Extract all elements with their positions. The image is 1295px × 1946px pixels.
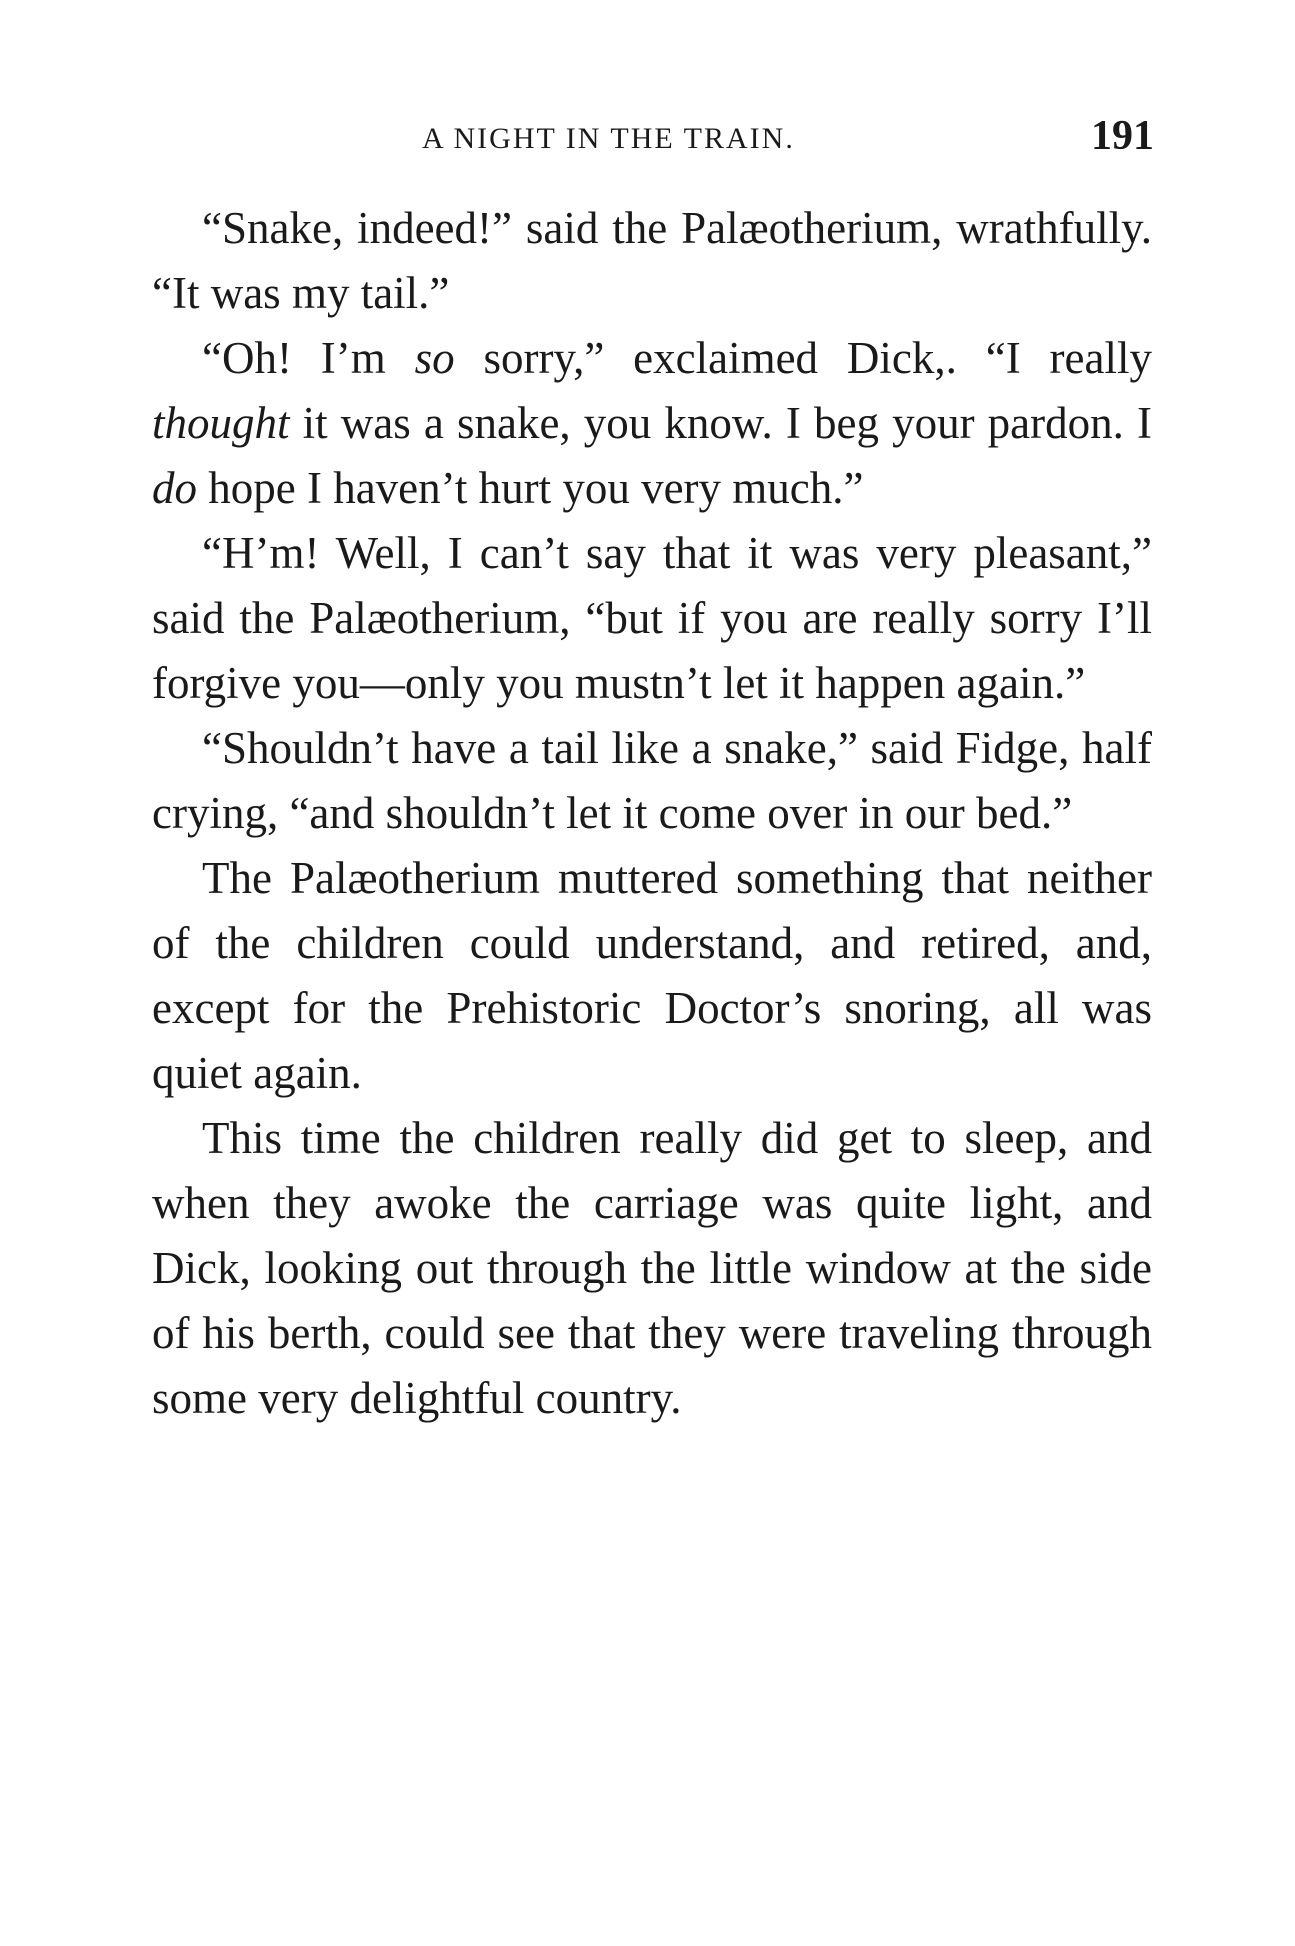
- paragraph-text: sorry,” exclaimed Dick,. “I really: [454, 333, 1152, 383]
- page-header: [152, 108, 1152, 168]
- page-number: 191: [1091, 113, 1154, 159]
- paragraph-1: [152, 196, 1152, 326]
- paragraph-2: [152, 326, 1152, 521]
- paragraph-text: “H’m! Well, I can’t say that it was very pleasant,” said the Palæotherium, “but if you are really sorry I’ll forgive you—only you mustn’t let it happen again.”: [152, 528, 1152, 708]
- paragraph-text: “Oh! I’m: [202, 333, 415, 383]
- italic-emphasis: thought: [152, 398, 290, 448]
- italic-emphasis: do: [152, 463, 197, 513]
- paragraph-4: [152, 716, 1152, 846]
- paragraph-text: it was a snake, you know. I beg your pardon. I: [289, 398, 1152, 448]
- running-head: A NIGHT IN THE TRAIN.: [422, 122, 795, 155]
- paragraph-text: “Snake, indeed!” said the Palæotherium, wrathfully. “It was my tail.”: [152, 203, 1152, 318]
- paragraph-6: [152, 1106, 1152, 1431]
- paragraph-5: [152, 846, 1152, 1106]
- paragraph-text: hope I haven’t hurt you very much.”: [197, 463, 864, 513]
- paragraph-text: “Shouldn’t have a tail like a snake,” said Fidge, half crying, “and shouldn’t let it come over in our bed.”: [152, 723, 1152, 838]
- italic-emphasis: so: [414, 333, 455, 383]
- paragraph-text: This time the children really did get to sleep, and when they awoke the carriage was quite light, and Dick, looking out through the little window at the side of his berth, could see that they were traveling through some very delightful country.: [152, 1113, 1152, 1423]
- paragraph-text: The Palæotherium muttered something that neither of the children could understand, and retired, and, except for the Prehistoric Doctor’s snoring, all was quiet again.: [152, 853, 1152, 1098]
- body-text: [152, 196, 1152, 1431]
- paragraph-3: [152, 521, 1152, 716]
